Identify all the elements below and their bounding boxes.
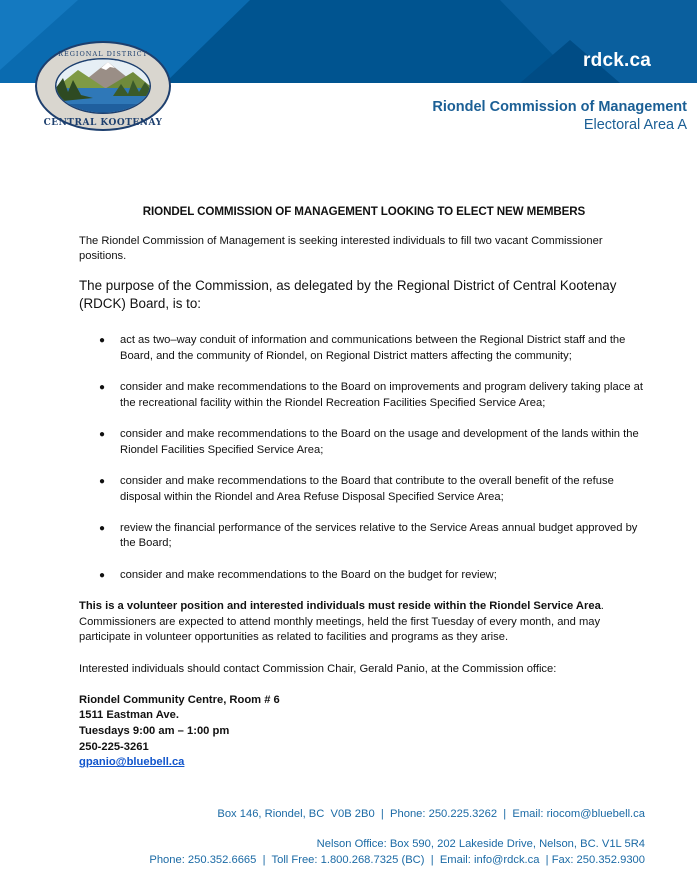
organization-name: Riondel Commission of Management: [432, 99, 687, 115]
organization-block: [432, 98, 687, 134]
bullet-icon: ●: [99, 475, 106, 487]
duty-item: [79, 568, 649, 584]
duty-item: [79, 380, 649, 411]
bullet-icon: ●: [99, 522, 106, 534]
duty-text: consider and make recommendations to the Board on improvements and program delivery taking place at the recreational facility within the Riondel Recreation Facilities Specified Service Area;: [120, 381, 643, 409]
volunteer-requirement: This is a volunteer position and interested individuals must reside within the Riondel Service Area: [79, 599, 601, 612]
contact-phone: 250-225-3261: [79, 740, 149, 753]
purpose-paragraph: The purpose of the Commission, as delegated by the Regional District of Central Kootenay (RDCK) Board, is to:: [79, 278, 617, 312]
logo-top-text: REGIONAL DISTRICT: [58, 50, 148, 58]
bullet-icon: ●: [99, 335, 106, 347]
footer-nelson-line-1: Nelson Office: Box 590, 202 Lakeside Drive, Nelson, BC. V1L 5R4: [316, 838, 645, 850]
intro-paragraph: The Riondel Commission of Management is seeking interested individuals to fill two vacant Commissioner positions.: [79, 234, 603, 263]
address-line-2: 1511 Eastman Ave.: [79, 709, 179, 722]
document-body: [79, 204, 649, 771]
duty-text: consider and make recommendations to the Board that contribute to the overall benefit of the refuse disposal within the Riondel and Area Refuse Disposal Specified Service Area;: [120, 474, 614, 503]
duty-text: consider and make recommendations to the Board on the usage and development of the lands within the Riondel Facilities Specified Service Area;: [120, 427, 639, 456]
logo-bottom-text: CENTRAL KOOTENAY: [43, 118, 163, 128]
duty-item: [79, 521, 649, 552]
duty-text: consider and make recommendations to the Board on the budget for review;: [120, 568, 497, 581]
duty-item: [79, 333, 649, 364]
footer-local-contact: [217, 806, 645, 822]
contact-email-link[interactable]: gpanio@bluebell.ca: [79, 756, 185, 769]
contact-intro: Interested individuals should contact Commission Chair, Gerald Panio, at the Commission office:: [79, 662, 557, 675]
bullet-icon: ●: [99, 428, 106, 440]
footer-local-line: Box 146, Riondel, BC V0B 2B0 | Phone: 250.225.3262 | Email: riocom@bluebell.ca: [217, 808, 645, 820]
rdck-logo: [33, 40, 173, 132]
duty-text: review the financial performance of the services relative to the Service Areas annual budget approved by the Board;: [120, 521, 638, 550]
bullet-icon: ●: [99, 382, 106, 394]
volunteer-details: . Commissioners are expected to attend monthly meetings, held the first Tuesday of every month, and may participate in volunteer opportunities as related to facilities and programs as they arise.: [79, 599, 604, 644]
website-label[interactable]: rdck.ca: [583, 50, 651, 71]
duty-item: [79, 427, 649, 458]
volunteer-paragraph: [79, 599, 649, 646]
office-hours: Tuesdays 9:00 am – 1:00 pm: [79, 725, 230, 738]
bullet-icon: ●: [99, 569, 106, 581]
duty-text: act as two–way conduit of information and communications between the Regional District staff and the Board, and the community of Riondel, on Regional District matters affecting the community;: [120, 334, 626, 362]
footer-nelson-office: [149, 836, 645, 868]
electoral-area: Electoral Area A: [583, 117, 687, 133]
contact-address: [79, 693, 649, 772]
document-title: RIONDEL COMMISSION OF MANAGEMENT LOOKING TO ELECT NEW MEMBERS: [142, 205, 586, 218]
address-line-1: Riondel Community Centre, Room # 6: [79, 693, 280, 706]
footer-nelson-line-2: Phone: 250.352.6665 | Toll Free: 1.800.268.7325 (BC) | Email: info@rdck.ca | Fax: 250.352.9300: [149, 854, 645, 866]
duties-list: [79, 333, 649, 583]
mountain-lake-emblem-icon: [33, 40, 173, 132]
duty-item: [79, 474, 649, 505]
